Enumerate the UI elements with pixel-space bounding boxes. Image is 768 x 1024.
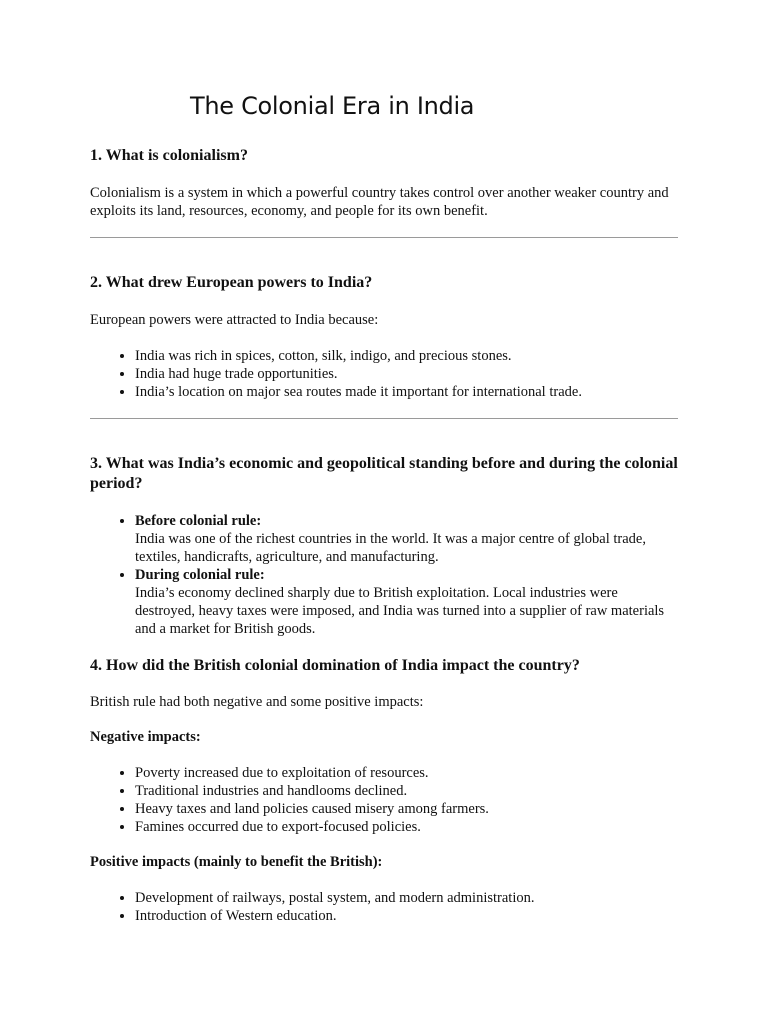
list-item: • India had huge trade opportunities. xyxy=(135,365,680,383)
section-4-intro: British rule had both negative and some positive impacts: xyxy=(90,694,424,710)
section-1-text: Colonialism is a system in which a powerful country takes control over another weaker country and exploits its land, resources, economy, and people for its own benefit. xyxy=(90,185,669,219)
list-item: • India’s location on major sea routes made it important for international trade. xyxy=(135,383,680,401)
section-2-heading: 2. What drew European powers to India? xyxy=(90,274,373,291)
positive-impacts-list xyxy=(90,889,680,925)
list-item: • Development of railways, postal system, and modern administration. xyxy=(135,889,680,907)
negative-impacts-label: Negative impacts: xyxy=(90,729,201,745)
section-3-heading: 3. What was India’s economic and geopolitical standing before and during the colonial period? xyxy=(90,455,678,492)
section-1-heading: 1. What is colonialism? xyxy=(90,147,248,164)
page-title: The Colonial Era in India xyxy=(190,92,475,120)
list-item: • Heavy taxes and land policies caused misery among farmers. xyxy=(135,800,680,818)
section-2-list xyxy=(90,347,680,401)
section-4-heading: 4. How did the British colonial domination of India impact the country? xyxy=(90,657,580,674)
list-item-text: India’s economy declined sharply due to British exploitation. Local industries were destroyed, heavy taxes were imposed, and India was turned into a supplier of raw materials and a market for British goods. xyxy=(135,585,665,637)
document-body xyxy=(90,146,680,925)
list-item xyxy=(135,512,680,566)
negative-impacts-list xyxy=(90,764,680,836)
list-item xyxy=(135,566,680,638)
list-item: • Traditional industries and handlooms declined. xyxy=(135,782,680,800)
positive-impacts-label: Positive impacts (mainly to benefit the British): xyxy=(90,854,383,870)
list-item: • Poverty increased due to exploitation of resources. xyxy=(135,764,680,782)
list-item-label: Before colonial rule: xyxy=(135,513,262,529)
divider xyxy=(90,237,678,238)
list-item: • India was rich in spices, cotton, silk, indigo, and precious stones. xyxy=(135,347,680,365)
list-item-text: India was one of the richest countries in the world. It was a major centre of global trade, textiles, handicrafts, agriculture, and manufacturing. xyxy=(135,531,646,565)
section-2-intro: European powers were attracted to India because: xyxy=(90,312,379,328)
list-item: • Introduction of Western education. xyxy=(135,907,680,925)
divider xyxy=(90,418,678,419)
list-item-label: During colonial rule: xyxy=(135,567,265,583)
list-item: • Famines occurred due to export-focused policies. xyxy=(135,818,680,836)
section-3-list xyxy=(90,512,680,638)
